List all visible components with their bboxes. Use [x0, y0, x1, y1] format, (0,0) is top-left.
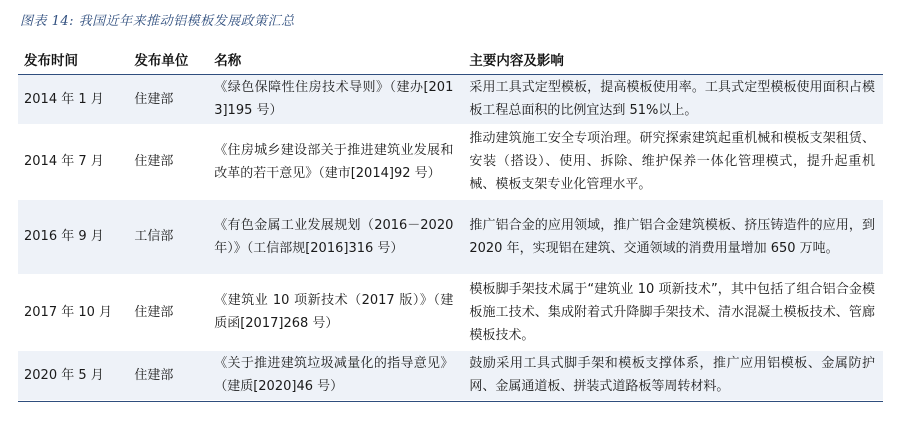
row-name-text: 《建筑业 10 项新技术（2017 版）》（建质函[2017]268 号） [214, 293, 454, 331]
row-name-text: 《有色金属工业发展规划（2016－2020 年）》（工信部规[2016]316 号） [214, 217, 454, 256]
row-issuer: 住建部 [134, 350, 214, 400]
row-name-text: 《绿色保障性住房技术导则》（建办[2013]195 号） [214, 80, 454, 118]
table-row [18, 350, 883, 400]
policy-table [18, 44, 883, 401]
row-content-text: 鼓励采用工具式脚手架和模板支撑体系，推广应用铝模板、金属防护网、金属通道板、拼装式道路板等周转材料。 [469, 356, 875, 394]
table-row [18, 74, 883, 124]
header-date: 发布时间 [24, 52, 78, 69]
row-name [214, 74, 465, 124]
row-name [214, 274, 465, 350]
row-date: 2020 年 5 月 [18, 350, 134, 400]
header-issuer: 发布单位 [134, 52, 189, 69]
table-bottom-rule [18, 401, 883, 402]
row-content [465, 350, 883, 400]
row-content-text: 推动建筑施工安全专项治理。研究探索建筑起重机械和模板支架租赁、安装（搭设）、使用、拆除、维护保养一体化管理模式，提升起重机械、模板支架专业化管理水平。 [469, 131, 875, 192]
row-content [465, 199, 883, 274]
row-name [214, 199, 465, 274]
row-content [465, 124, 883, 199]
row-issuer: 工信部 [134, 199, 214, 274]
table-row [18, 274, 883, 350]
row-date: 2016 年 9 月 [18, 199, 134, 274]
table-caption: 图表 14: 我国近年来推动铝模板发展政策汇总 [20, 14, 295, 29]
row-content-text: 采用工具式定型模板，提高模板使用率。工具式定型模板使用面积占模板工程总面积的比例宜达到 51%以上。 [469, 80, 875, 118]
row-name-text: 《关于推进建筑垃圾减量化的指导意见》（建质[2020]46 号） [214, 356, 454, 394]
row-name-text: 《住房城乡建设部关于推进建筑业发展和改革的若干意见》（建市[2014]92 号） [214, 142, 454, 181]
header-content: 主要内容及影响 [469, 52, 564, 69]
header-name: 名称 [214, 52, 242, 69]
row-date: 2014 年 7 月 [18, 124, 134, 199]
row-issuer: 住建部 [134, 124, 214, 199]
table-row [18, 199, 883, 274]
row-date: 2017 年 10 月 [18, 274, 134, 350]
row-name [214, 124, 465, 199]
table-header-row [18, 44, 883, 74]
row-issuer: 住建部 [134, 74, 214, 124]
row-content-text: 推广铝合金的应用领域，推广铝合金建筑模板、挤压铸造件的应用，到 2020 年，实现铝在建筑、交通领域的消费用量增加 650 万吨。 [469, 217, 875, 256]
row-issuer: 住建部 [134, 274, 214, 350]
row-content [465, 274, 883, 350]
table-row [18, 124, 883, 199]
row-name [214, 350, 465, 400]
row-content [465, 74, 883, 124]
row-date: 2014 年 1 月 [18, 74, 134, 124]
row-content-text: 模板脚手架技术属于“建筑业 10 项新技术”，其中包括了组合铝合金模板施工技术、集成附着式升降脚手架技术、清水混凝土模板技术、管廊模板技术。 [469, 281, 875, 343]
